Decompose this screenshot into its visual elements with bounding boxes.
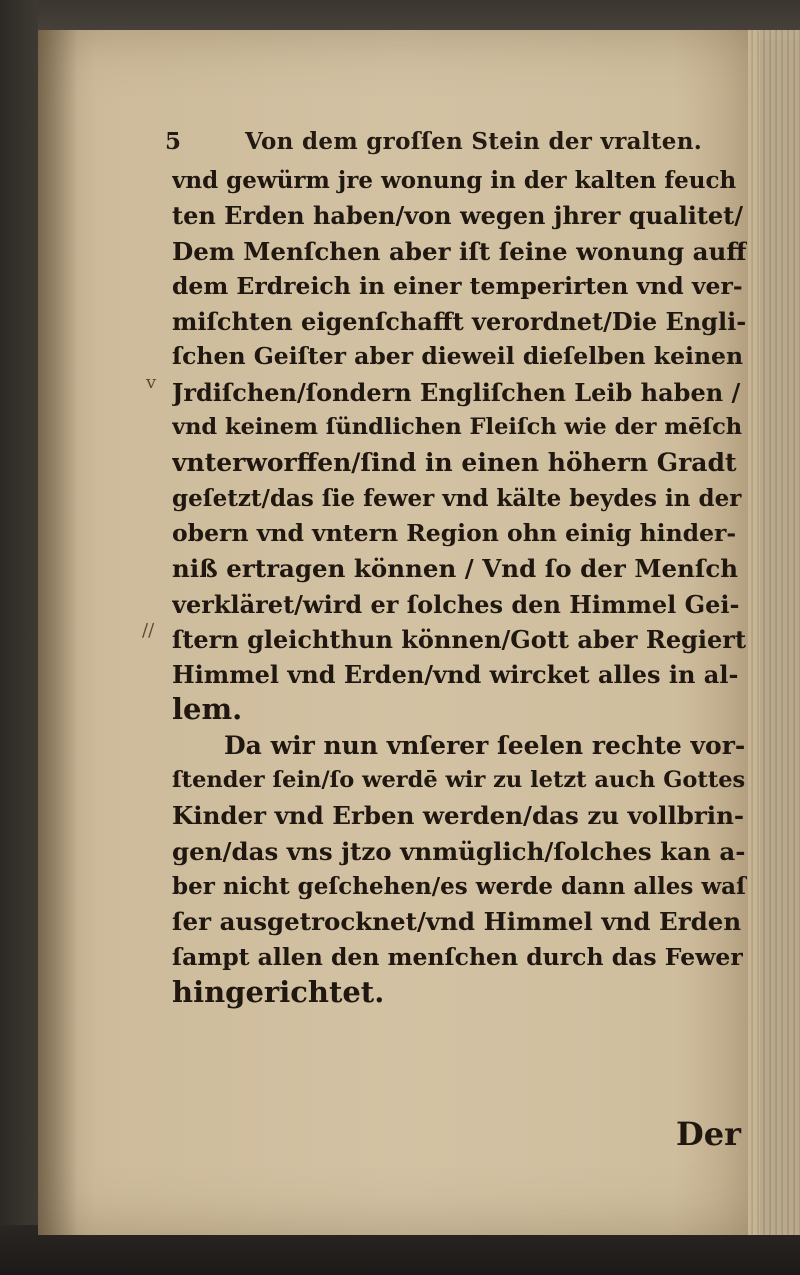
text-line: ſtern gleichthun können/Gott aber Regiert (172, 624, 747, 654)
running-head-title: Von dem groſſen Stein der vralten. (245, 128, 703, 155)
body-text (172, 163, 747, 1010)
text-line: ſampt allen den menſchen durch das Fewer (172, 942, 743, 971)
text-line: gen/das vns jtzo vnmüglich/ſolches kan a- (172, 836, 746, 866)
text-line: Himmel vnd Erden/vnd wircket alles in al- (172, 660, 739, 690)
text-line: hingerichtet. (172, 974, 385, 1009)
text-line: Jrdiſchen/ſondern Engliſchen Leib haben / (172, 377, 741, 407)
text-line: ſtender ſein/ſo werdē wir zu letzt auch Gottes (172, 767, 746, 794)
page-edges-stack (748, 30, 800, 1235)
text-line: ten Erden haben/von wegen jhrer qualitet/ (172, 201, 744, 231)
text-line: vnterworffen/ſind in einen höhern Gradt (172, 448, 737, 478)
page-gutter-shadow (38, 30, 78, 1235)
margin-mark: // (142, 620, 155, 641)
text-line: Da wir nun vnſerer ſeelen rechte vor- (224, 730, 746, 760)
text-line: verkläret/wird er ſolches den Himmel Gei- (172, 589, 740, 619)
margin-mark: v (146, 372, 157, 393)
text-line: vnd keinem ſündlichen Fleiſch wie der mēſch (172, 414, 743, 441)
text-line: Dem Menſchen aber iſt ſeine wonung auff (172, 236, 747, 266)
text-line: vnd gewürm jre wonung in der kalten feuch (172, 167, 737, 194)
text-line: miſchten eigenſchafft verordnet/Die Engli- (172, 307, 747, 337)
running-header (165, 128, 725, 162)
catchword: Der (676, 1115, 741, 1153)
page-number: 5 (165, 128, 182, 155)
text-line: Kinder vnd Erben werden/das zu vollbrin- (172, 801, 745, 831)
text-line: ſer ausgetrocknet/vnd Himmel vnd Erden (172, 907, 742, 937)
text-line: geſetzt/das ſie fewer vnd kälte beydes in der (172, 484, 742, 512)
text-line: niß ertragen können / Vnd ſo der Menſch (172, 554, 739, 584)
text-line: dem Erdreich in einer temperirten vnd ver- (172, 271, 743, 300)
scan-background-left (0, 0, 38, 1275)
text-line: lem. (172, 692, 243, 727)
text-line: obern vnd vntern Region ohn einig hinder- (172, 518, 737, 547)
text-line: ber nicht geſchehen/es werde dann alles waſ (172, 872, 746, 900)
text-line: ſchen Geiſter aber dieweil dieſelben keinen (172, 342, 744, 371)
